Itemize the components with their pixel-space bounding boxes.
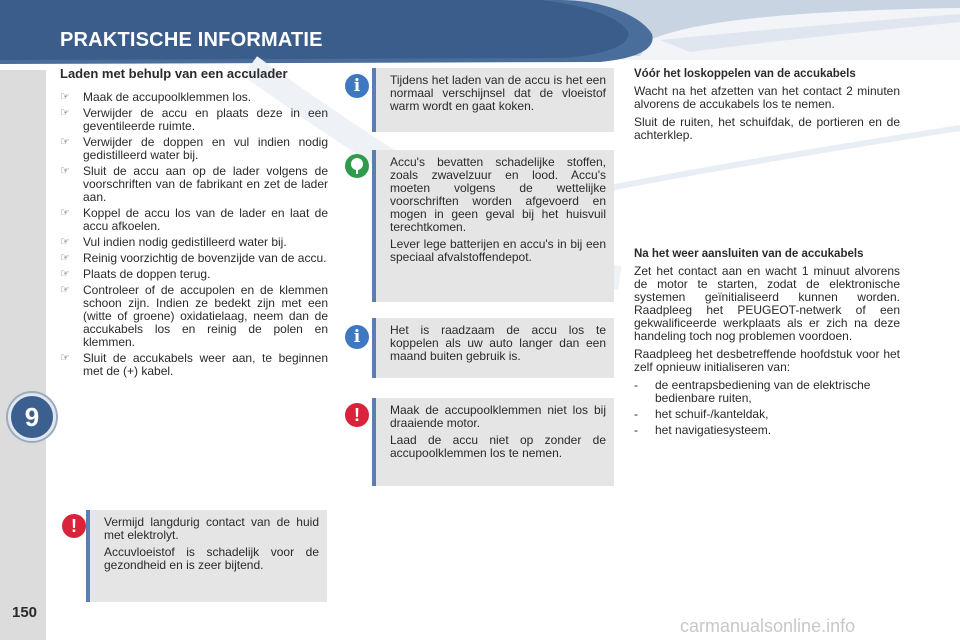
info-text: Het is raadzaam de accu los te koppelen als uw auto langer dan een maand buiten gebruik is. xyxy=(390,323,606,363)
warning-text: Accuvloeistof is schadelijk voor de gezondheid en is zeer bijtend. xyxy=(104,545,319,572)
left-margin-strip xyxy=(0,70,46,640)
tree-icon xyxy=(345,154,369,178)
info-text: Tijdens het laden van de accu is het een normaal verschijnsel dat de vloeistof warm wordt en gaat koken. xyxy=(390,73,606,113)
step-text: Plaats de doppen terug. xyxy=(83,267,211,281)
subsection-title: Na het weer aansluiten van de accukabels xyxy=(634,248,864,260)
info-box-disconnect xyxy=(372,318,614,378)
item-text: het navigatiesysteem. xyxy=(655,423,772,437)
step-text: Verwijder de accu en plaats deze in een geventileerde ruimte. xyxy=(83,106,328,133)
watermark: carmanualsonline.info xyxy=(680,616,856,636)
info-icon: i xyxy=(345,74,369,98)
pointing-hand-icon: ☞ xyxy=(60,252,70,264)
list-item xyxy=(60,136,328,162)
charging-section xyxy=(60,66,328,381)
item-text: de eentrapsbediening van de elektrische bedienbare ruiten, xyxy=(655,378,871,405)
paragraph: Raadpleeg het desbetreffende hoofdstuk voor het zelf opnieuw initialiseren van: xyxy=(634,347,900,374)
dash-marker: - xyxy=(634,423,638,437)
dash-marker: - xyxy=(634,407,638,421)
step-text: Controleer of de accupolen en de klemmen schoon zijn. Indien ze bedekt zijn met een (witte of groene) oxidatielaag, neem dan de accukabels los en reinig de polen en klemmen. xyxy=(83,283,328,349)
list-item xyxy=(60,207,328,233)
chapter-number: 9 xyxy=(24,401,40,432)
page-number: 150 xyxy=(12,604,38,621)
list-item xyxy=(60,165,328,204)
step-text: Vul indien nodig gedistilleerd water bij. xyxy=(83,235,287,249)
eco-text: Lever lege batterijen en accu's in bij een speciaal afvalstoffendepot. xyxy=(390,237,606,264)
item-text: het schuif-/kanteldak, xyxy=(655,407,769,421)
pointing-hand-icon: ☞ xyxy=(60,284,70,296)
pointing-hand-icon: ☞ xyxy=(60,107,70,119)
pointing-hand-icon: ☞ xyxy=(60,236,70,248)
exclamation-icon: ! xyxy=(62,514,86,538)
list-item xyxy=(60,284,328,349)
step-text: Sluit de accu aan op de lader volgens de voorschriften van de fabrikant en zet de lader aan. xyxy=(83,164,328,204)
warning-box-electrolyte xyxy=(86,510,327,602)
pointing-hand-icon: ☞ xyxy=(60,268,70,280)
subsection-title: Vóór het loskoppelen van de accukabels xyxy=(634,68,856,80)
step-text: Verwijder de doppen en vul indien nodig gedistilleerd water bij. xyxy=(83,135,328,162)
before-disconnect-section xyxy=(634,68,900,147)
list-item xyxy=(60,268,328,281)
pointing-hand-icon: ☞ xyxy=(60,165,70,177)
eco-text: Accu's bevatten schadelijke stoffen, zoals zwavelzuur en lood. Accu's moeten volgens de wettelijke voorschriften worden afgevoerd en mogen in geen geval bij het huisvuil terechtkomen. xyxy=(390,155,606,234)
chapter-badge xyxy=(8,393,56,441)
step-text: Reinig voorzichtig de bovenzijde van de accu. xyxy=(83,251,327,265)
after-reconnect-section xyxy=(634,248,900,440)
list-item xyxy=(634,424,900,437)
list-item xyxy=(60,252,328,265)
reinit-list xyxy=(634,379,900,437)
paragraph: Sluit de ruiten, het schuifdak, de portieren en de achterklep. xyxy=(634,115,900,142)
pointing-hand-icon: ☞ xyxy=(60,136,70,148)
warning-text: Vermijd langdurig contact van de huid met elektrolyt. xyxy=(104,515,319,542)
pointing-hand-icon: ☞ xyxy=(60,207,70,219)
step-text: Koppel de accu los van de lader en laat de accu afkoelen. xyxy=(83,206,328,233)
warning-box-engine xyxy=(372,398,614,486)
paragraph: Wacht na het afzetten van het contact 2 minuten alvorens de accukabels los te nemen. xyxy=(634,84,900,111)
page-header-title: PRAKTISCHE INFORMATIE xyxy=(60,29,323,51)
warning-text: Maak de accupoolklemmen niet los bij draaiende motor. xyxy=(390,403,606,430)
info-icon: i xyxy=(345,325,369,349)
list-item xyxy=(634,408,900,421)
step-text: Maak de accupoolklemmen los. xyxy=(83,90,252,104)
dash-marker: - xyxy=(634,378,638,392)
step-text: Sluit de accukabels weer aan, te beginnen met de (+) kabel. xyxy=(83,351,328,378)
list-item xyxy=(60,352,328,378)
list-item xyxy=(634,379,900,405)
list-item xyxy=(60,236,328,249)
list-item xyxy=(60,107,328,133)
steps-list xyxy=(60,91,328,378)
section-title: Laden met behulp van een acculader xyxy=(60,66,288,81)
pointing-hand-icon: ☞ xyxy=(60,352,70,364)
exclamation-icon: ! xyxy=(345,403,369,427)
paragraph: Zet het contact aan en wacht 1 minuut alvorens de motor te starten, zodat de elektronische systemen geïnitialiseerd kunnen worden. Raadpleeg het PEUGEOT-netwerk of een gekwalificeerde werkplaats als er zich na deze handeling toch nog problemen voordoen. xyxy=(634,264,900,343)
warning-text: Laad de accu niet op zonder de accupoolklemmen los te nemen. xyxy=(390,433,606,460)
info-box-charging xyxy=(372,68,614,132)
eco-box-disposal xyxy=(372,150,614,302)
list-item xyxy=(60,91,328,104)
pointing-hand-icon: ☞ xyxy=(60,91,70,103)
